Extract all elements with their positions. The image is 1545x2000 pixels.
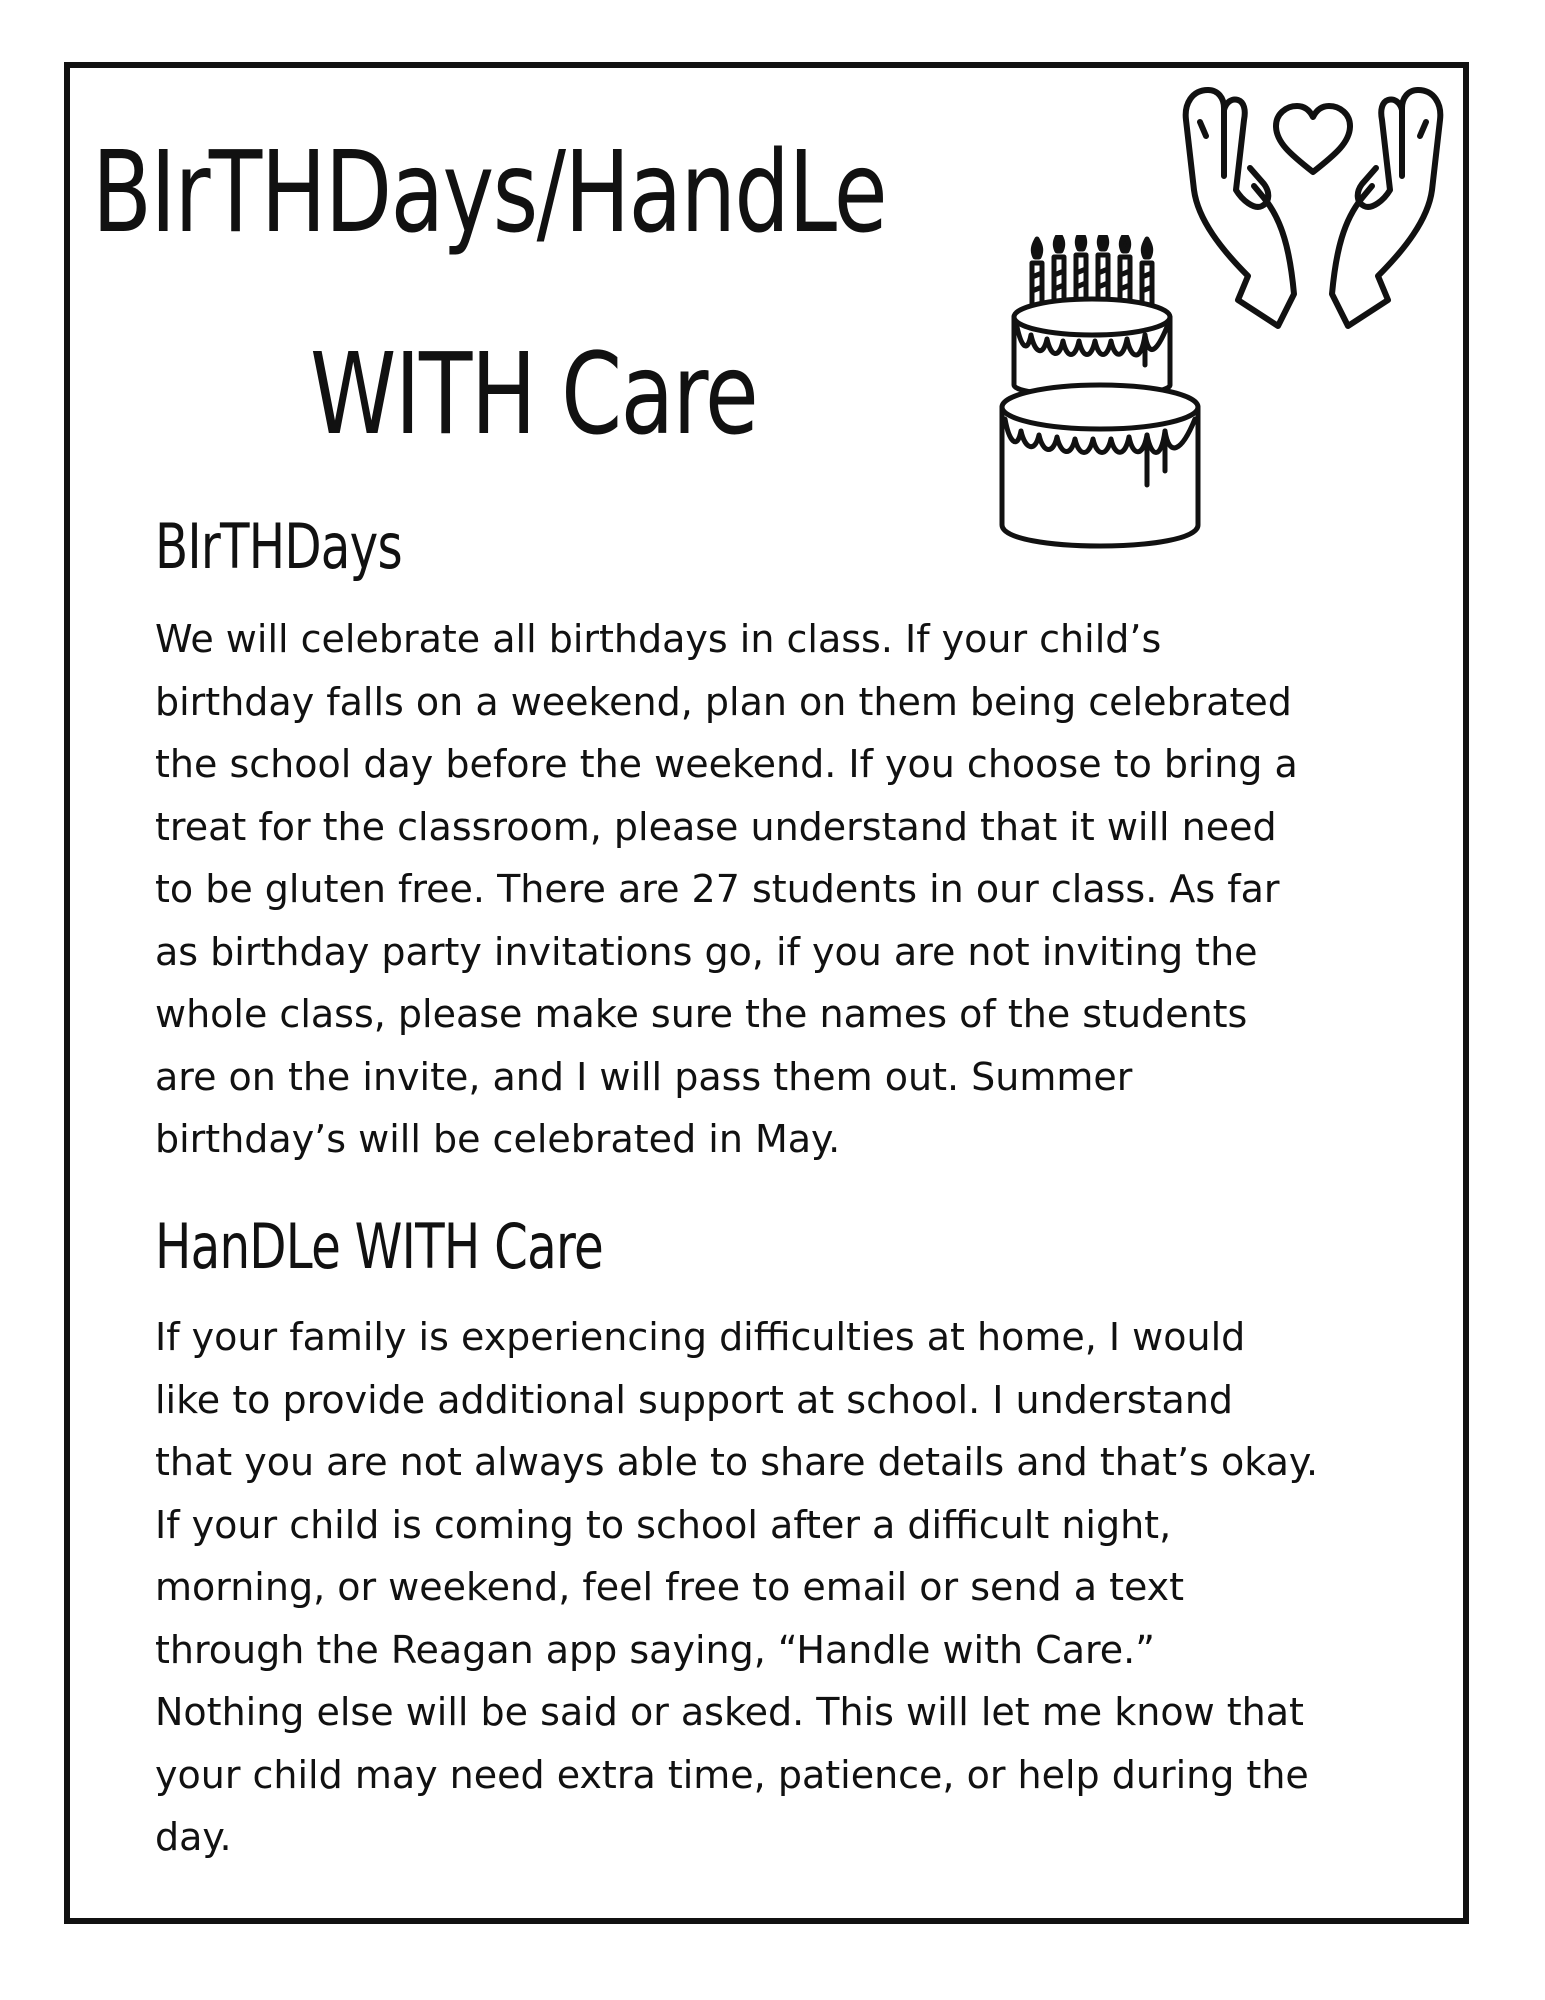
section-heading-handle-with-care: HanDLe WITH Care [155,1210,603,1283]
page-title-line-2: WITH Care [310,330,758,460]
hands-holding-heart-icon [1178,80,1448,330]
birthday-cake-icon [995,235,1205,565]
handle-with-care-paragraph: If your family is experiencing difficulties at home, I would like to provide additional support at school. I understand that you are not always able to share details and that’s okay. If your child is coming to school after a difficult night, morning, or weekend, feel free to email or send a text through the Reagan app saying, “Handle with Care.” Nothing else will be said or asked. This will let me know that your child may need extra time, patience, or help during the day. [155,1315,1319,1859]
section-heading-birthdays: BIrTHDays [155,510,402,583]
page-title-line-1: BIrTHDays/HandLe [92,128,887,258]
birthdays-paragraph: We will celebrate all birthdays in class. If your child’s birthday falls on a weekend, plan on them being celebrated the school day before the weekend. If you choose to bring a treat for the classroom, please understand that it will need to be gluten free. There are 27 students in our class. As far as birthday party invitations go, if you are not inviting the whole class, please make sure the names of the students are on the invite, and I will pass them out. Summer birthday’s will be celebrated in May. [155,617,1298,1161]
